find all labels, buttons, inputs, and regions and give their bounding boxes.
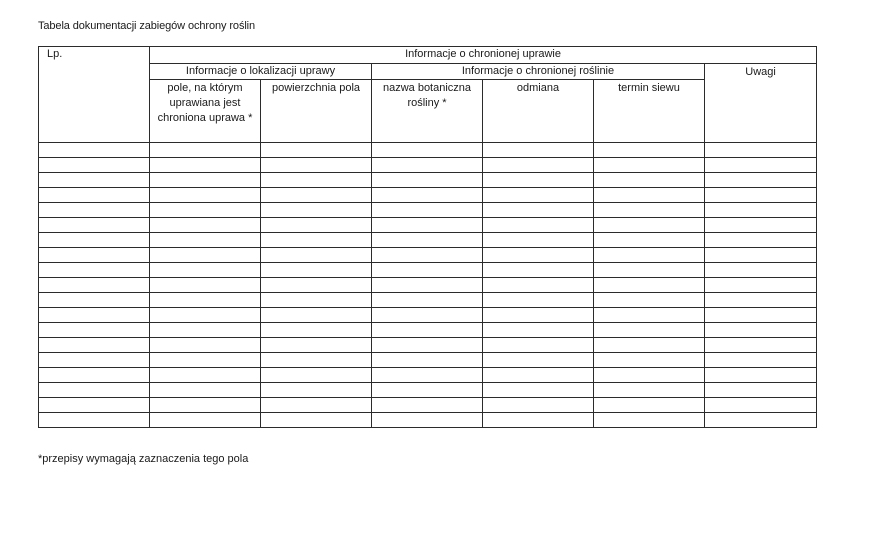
cell-remarks[interactable]	[705, 188, 817, 203]
cell-botanical-name[interactable]	[372, 158, 483, 173]
cell-botanical-name[interactable]	[372, 173, 483, 188]
cell-lp[interactable]	[39, 293, 150, 308]
cell-remarks[interactable]	[705, 353, 817, 368]
cell-lp[interactable]	[39, 413, 150, 428]
cell-lp[interactable]	[39, 263, 150, 278]
cell-botanical-name[interactable]	[372, 413, 483, 428]
cell-remarks[interactable]	[705, 173, 817, 188]
cell-field[interactable]	[150, 248, 261, 263]
cell-remarks[interactable]	[705, 398, 817, 413]
table-row	[39, 338, 817, 353]
cell-field-area[interactable]	[261, 383, 372, 398]
cell-sowing-date[interactable]	[594, 338, 705, 353]
cell-variety[interactable]	[483, 158, 594, 173]
cell-lp[interactable]	[39, 173, 150, 188]
cell-field-area[interactable]	[261, 143, 372, 158]
cell-sowing-date[interactable]	[594, 278, 705, 293]
header-field-area: powierzchnia pola	[261, 80, 372, 143]
cell-field[interactable]	[150, 413, 261, 428]
cell-lp[interactable]	[39, 383, 150, 398]
cell-variety[interactable]	[483, 203, 594, 218]
cell-field[interactable]	[150, 398, 261, 413]
table-row	[39, 158, 817, 173]
cell-field[interactable]	[150, 368, 261, 383]
table-header	[39, 47, 817, 143]
table-row	[39, 143, 817, 158]
cell-variety[interactable]	[483, 398, 594, 413]
cell-field-area[interactable]	[261, 203, 372, 218]
table-body	[39, 143, 817, 428]
header-lp: Lp.	[39, 47, 150, 143]
table-row	[39, 233, 817, 248]
cell-remarks[interactable]	[705, 143, 817, 158]
cell-lp[interactable]	[39, 143, 150, 158]
cell-variety[interactable]	[483, 308, 594, 323]
cell-field[interactable]	[150, 263, 261, 278]
table-row	[39, 293, 817, 308]
footnote: *przepisy wymagają zaznaczenia tego pola	[38, 453, 249, 465]
cell-botanical-name[interactable]	[372, 383, 483, 398]
cell-sowing-date[interactable]	[594, 263, 705, 278]
table-row	[39, 173, 817, 188]
cell-sowing-date[interactable]	[594, 203, 705, 218]
cell-botanical-name[interactable]	[372, 248, 483, 263]
cell-lp[interactable]	[39, 398, 150, 413]
table-row	[39, 263, 817, 278]
cell-botanical-name[interactable]	[372, 218, 483, 233]
cell-field[interactable]	[150, 383, 261, 398]
cell-remarks[interactable]	[705, 338, 817, 353]
table-row	[39, 218, 817, 233]
table-row	[39, 323, 817, 338]
cell-lp[interactable]	[39, 233, 150, 248]
cell-lp[interactable]	[39, 248, 150, 263]
cell-variety[interactable]	[483, 278, 594, 293]
table-row	[39, 383, 817, 398]
cell-field[interactable]	[150, 338, 261, 353]
cell-field[interactable]	[150, 203, 261, 218]
cell-sowing-date[interactable]	[594, 158, 705, 173]
cell-variety[interactable]	[483, 323, 594, 338]
document-title: Tabela dokumentacji zabiegów ochrony roślin	[38, 20, 256, 32]
cell-lp[interactable]	[39, 188, 150, 203]
cell-variety[interactable]	[483, 368, 594, 383]
cell-remarks[interactable]	[705, 308, 817, 323]
cell-sowing-date[interactable]	[594, 248, 705, 263]
table-row	[39, 248, 817, 263]
cell-lp[interactable]	[39, 278, 150, 293]
cell-botanical-name[interactable]	[372, 143, 483, 158]
cell-field[interactable]	[150, 158, 261, 173]
cell-field-area[interactable]	[261, 368, 372, 383]
cell-field[interactable]	[150, 278, 261, 293]
cell-botanical-name[interactable]	[372, 263, 483, 278]
cell-field-area[interactable]	[261, 338, 372, 353]
cell-botanical-name[interactable]	[372, 338, 483, 353]
cell-variety[interactable]	[483, 383, 594, 398]
cell-field[interactable]	[150, 188, 261, 203]
cell-botanical-name[interactable]	[372, 308, 483, 323]
cell-remarks[interactable]	[705, 263, 817, 278]
cell-botanical-name[interactable]	[372, 368, 483, 383]
cell-sowing-date[interactable]	[594, 413, 705, 428]
cell-field-area[interactable]	[261, 218, 372, 233]
cell-variety[interactable]	[483, 353, 594, 368]
cell-sowing-date[interactable]	[594, 188, 705, 203]
cell-field-area[interactable]	[261, 308, 372, 323]
cell-botanical-name[interactable]	[372, 353, 483, 368]
header-field: pole, na którym uprawiana jest chroniona uprawa *	[150, 80, 261, 143]
cell-remarks[interactable]	[705, 368, 817, 383]
cell-lp[interactable]	[39, 308, 150, 323]
cell-variety[interactable]	[483, 143, 594, 158]
cell-lp[interactable]	[39, 338, 150, 353]
header-variety: odmiana	[483, 80, 594, 143]
table-row	[39, 278, 817, 293]
cell-remarks[interactable]	[705, 383, 817, 398]
cell-field-area[interactable]	[261, 353, 372, 368]
cell-variety[interactable]	[483, 263, 594, 278]
cell-field[interactable]	[150, 293, 261, 308]
cell-remarks[interactable]	[705, 248, 817, 263]
table-row	[39, 413, 817, 428]
cell-field[interactable]	[150, 233, 261, 248]
cell-lp[interactable]	[39, 368, 150, 383]
cell-remarks[interactable]	[705, 278, 817, 293]
cell-sowing-date[interactable]	[594, 218, 705, 233]
cell-sowing-date[interactable]	[594, 143, 705, 158]
cell-variety[interactable]	[483, 293, 594, 308]
cell-botanical-name[interactable]	[372, 203, 483, 218]
table-row	[39, 308, 817, 323]
cell-remarks[interactable]	[705, 323, 817, 338]
cell-variety[interactable]	[483, 233, 594, 248]
cell-field-area[interactable]	[261, 413, 372, 428]
cell-botanical-name[interactable]	[372, 278, 483, 293]
cell-variety[interactable]	[483, 218, 594, 233]
cell-remarks[interactable]	[705, 413, 817, 428]
cell-lp[interactable]	[39, 323, 150, 338]
cell-sowing-date[interactable]	[594, 293, 705, 308]
header-remarks: Uwagi	[705, 64, 817, 143]
cell-botanical-name[interactable]	[372, 293, 483, 308]
cell-sowing-date[interactable]	[594, 383, 705, 398]
cell-field-area[interactable]	[261, 323, 372, 338]
cell-field-area[interactable]	[261, 248, 372, 263]
cell-sowing-date[interactable]	[594, 398, 705, 413]
table-row	[39, 398, 817, 413]
cell-variety[interactable]	[483, 173, 594, 188]
header-protected-plant-info: Informacje o chronionej roślinie	[372, 64, 705, 80]
cell-field[interactable]	[150, 308, 261, 323]
cell-field[interactable]	[150, 323, 261, 338]
cell-variety[interactable]	[483, 338, 594, 353]
cell-lp[interactable]	[39, 218, 150, 233]
table-row	[39, 368, 817, 383]
cell-sowing-date[interactable]	[594, 173, 705, 188]
header-location-info: Informacje o lokalizacji uprawy	[150, 64, 372, 80]
table-row	[39, 188, 817, 203]
cell-field-area[interactable]	[261, 233, 372, 248]
cell-remarks[interactable]	[705, 233, 817, 248]
cell-field-area[interactable]	[261, 263, 372, 278]
cell-botanical-name[interactable]	[372, 233, 483, 248]
table-row	[39, 353, 817, 368]
cell-variety[interactable]	[483, 188, 594, 203]
cell-field-area[interactable]	[261, 293, 372, 308]
cell-field[interactable]	[150, 173, 261, 188]
header-botanical-name: nazwa botaniczna rośliny *	[372, 80, 483, 143]
cell-sowing-date[interactable]	[594, 233, 705, 248]
cell-variety[interactable]	[483, 413, 594, 428]
cell-field[interactable]	[150, 353, 261, 368]
cell-sowing-date[interactable]	[594, 368, 705, 383]
cell-remarks[interactable]	[705, 158, 817, 173]
plant-protection-record-table	[38, 46, 817, 428]
cell-field-area[interactable]	[261, 158, 372, 173]
cell-lp[interactable]	[39, 158, 150, 173]
cell-remarks[interactable]	[705, 203, 817, 218]
cell-remarks[interactable]	[705, 293, 817, 308]
cell-variety[interactable]	[483, 248, 594, 263]
cell-field-area[interactable]	[261, 188, 372, 203]
cell-lp[interactable]	[39, 203, 150, 218]
cell-field[interactable]	[150, 218, 261, 233]
cell-sowing-date[interactable]	[594, 308, 705, 323]
table-row	[39, 203, 817, 218]
cell-botanical-name[interactable]	[372, 323, 483, 338]
cell-field-area[interactable]	[261, 173, 372, 188]
cell-field[interactable]	[150, 143, 261, 158]
cell-field-area[interactable]	[261, 278, 372, 293]
cell-sowing-date[interactable]	[594, 323, 705, 338]
cell-botanical-name[interactable]	[372, 188, 483, 203]
cell-lp[interactable]	[39, 353, 150, 368]
cell-botanical-name[interactable]	[372, 398, 483, 413]
cell-sowing-date[interactable]	[594, 353, 705, 368]
cell-field-area[interactable]	[261, 398, 372, 413]
cell-remarks[interactable]	[705, 218, 817, 233]
header-protected-crop-info: Informacje o chronionej uprawie	[150, 47, 817, 64]
header-sowing-date: termin siewu	[594, 80, 705, 143]
